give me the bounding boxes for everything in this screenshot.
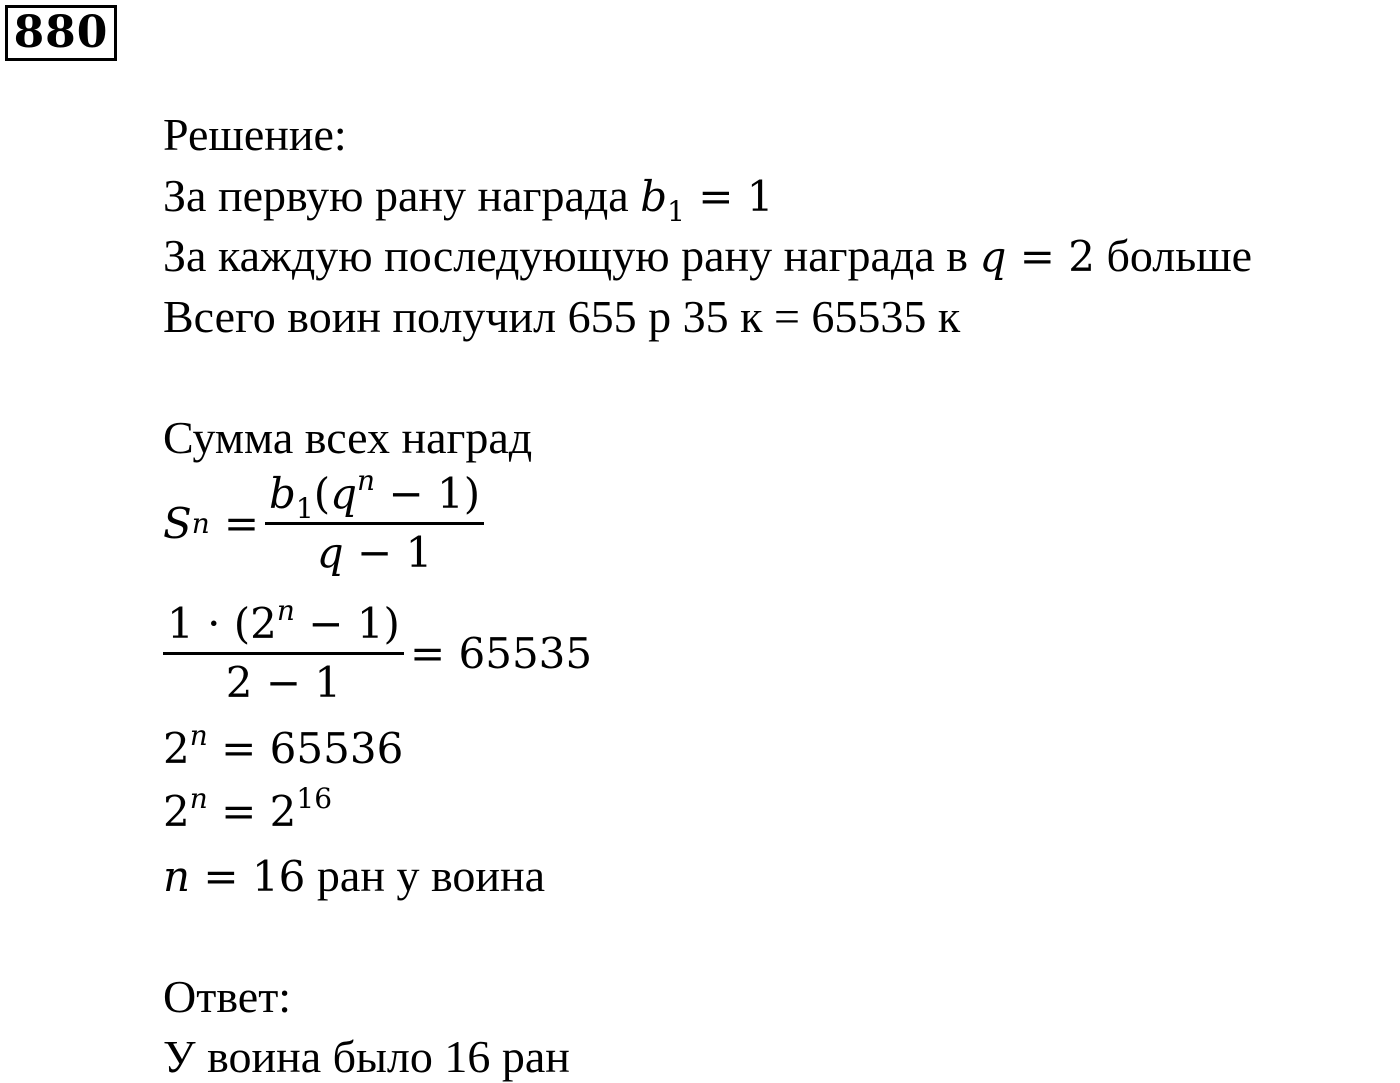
result-eq: = 16 <box>203 852 306 901</box>
sum-lhs-var: S <box>163 499 192 549</box>
step2-rhs: = 65536 <box>221 724 404 773</box>
step1-denominator: 2 − 1 <box>225 658 342 708</box>
step1-fraction <box>163 594 404 708</box>
step1-numerator <box>163 594 404 648</box>
answer-text: У воина было 16 ран <box>163 1031 570 1082</box>
result-var: n <box>163 852 191 901</box>
step-substitution <box>163 594 593 708</box>
den-var: q <box>316 528 344 578</box>
answer-heading: Ответ: <box>163 971 292 1022</box>
num-q: q <box>330 469 358 518</box>
sum-fraction-bar <box>265 522 484 525</box>
step3-eq: = 2 <box>221 787 297 836</box>
step-power-value <box>163 719 404 773</box>
sum-numerator <box>265 464 484 525</box>
line-first-reward <box>163 170 774 228</box>
step1-num-lead: 1 · (2 <box>167 599 277 648</box>
sum-fraction <box>265 464 484 578</box>
first-term-sub: 1 <box>667 195 685 228</box>
line-ratio-tail: больше <box>1106 230 1253 281</box>
step1-num-rest: − 1) <box>308 599 400 648</box>
den-rest: − 1 <box>357 528 433 578</box>
solution-heading: Решение: <box>163 109 347 160</box>
line-first-reward-text: За первую рану награда <box>163 170 629 221</box>
result-expression <box>163 852 305 901</box>
num-exp: n <box>357 464 376 497</box>
first-term-eq: = 1 <box>698 172 774 221</box>
line-ratio <box>163 230 1253 281</box>
step2-exp: n <box>189 719 208 752</box>
first-term-expression <box>640 172 774 228</box>
num-var: b <box>269 469 296 518</box>
problem-number-badge: 880 <box>5 5 117 61</box>
result-text: ран у воина <box>316 850 546 901</box>
sum-heading: Сумма всех наград <box>163 412 533 463</box>
step3-rhs-exp: 16 <box>296 782 333 815</box>
ratio-var: q <box>979 232 1007 281</box>
num-rest: − 1) <box>388 469 481 518</box>
line-ratio-text: За каждую последующую рану награда в <box>163 230 968 281</box>
sum-formula: S n = $\frac{b_1(q^n - 1)}{q - 1}$ <box>163 470 490 578</box>
ratio-eq: = 2 <box>1019 232 1095 281</box>
step1-num-exp: n <box>276 594 295 627</box>
step3-exp: n <box>189 782 208 815</box>
first-term-var: b <box>640 172 668 221</box>
sum-denominator <box>313 529 437 577</box>
num-sub: 1 <box>295 492 314 525</box>
line-total: Всего воин получил 655 р 35 к = 65535 к <box>163 291 961 342</box>
step3-base: 2 <box>163 787 190 836</box>
step1-fraction-bar <box>163 652 404 655</box>
step-result <box>163 850 546 901</box>
step1-rhs: = 65535 <box>409 629 593 679</box>
sum-eq: = <box>223 499 260 549</box>
num-paren: ( <box>313 469 331 518</box>
step-power-equal <box>163 782 333 836</box>
ratio-expression <box>979 232 1095 281</box>
step2-base: 2 <box>163 724 190 773</box>
